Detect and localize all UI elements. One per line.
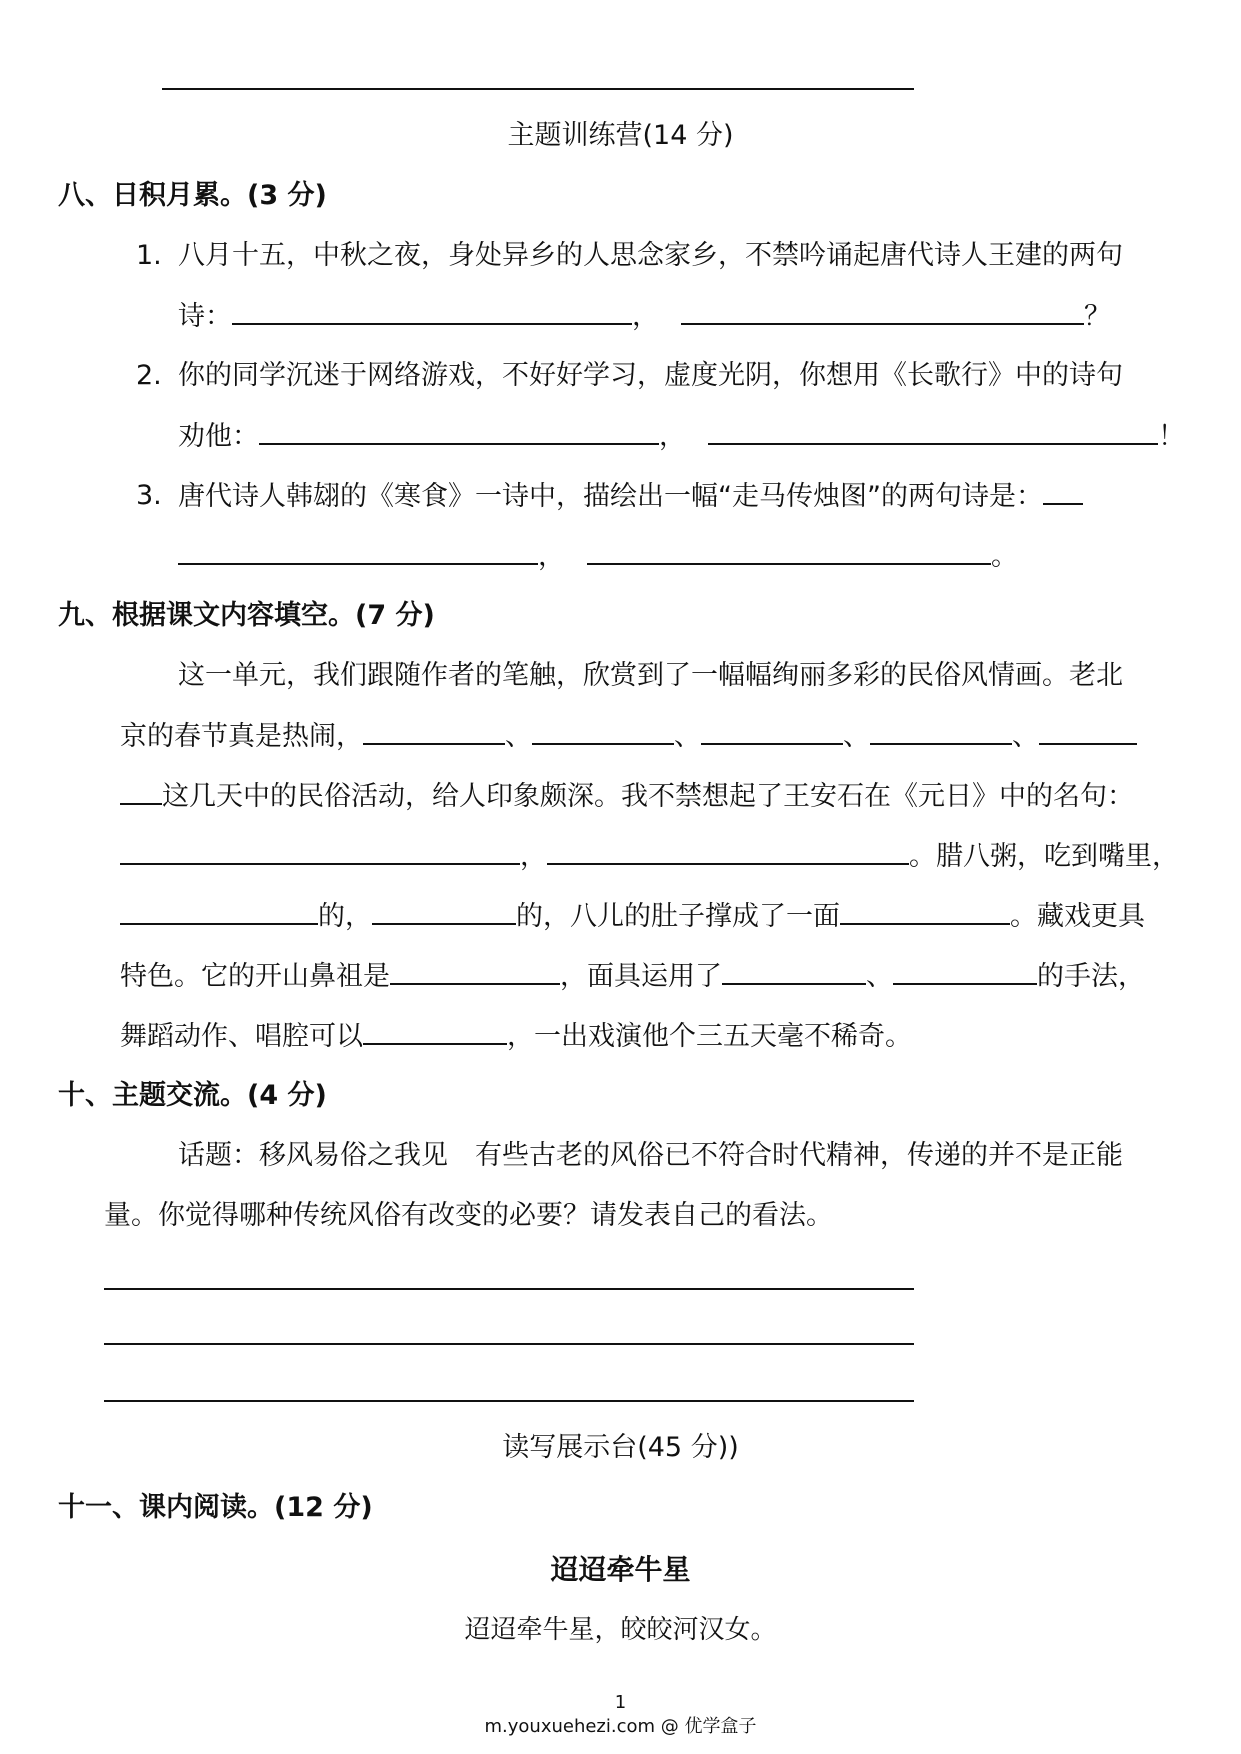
q9-blank-4[interactable] <box>870 718 1012 745</box>
q9-dun-4: 、 <box>1012 721 1039 752</box>
q9-text-labazhou: 。腊八粥，吃到嘴里， <box>909 841 1179 872</box>
q10-line-1: 话题：移风易俗之我见 有些古老的风俗已不符合时代精神，传递的并不是正能 <box>178 1140 1123 1171</box>
footer-site[interactable]: m.youxuehezi.com @ 优学盒子 <box>484 1716 757 1737</box>
q8-item-1-blank-2[interactable] <box>681 298 1084 325</box>
q9-blank-2[interactable] <box>532 718 674 745</box>
q8-item-2-end: ！ <box>1158 421 1185 452</box>
q8-item-1-blank-1[interactable] <box>232 298 632 325</box>
q9-dun-3: 、 <box>843 721 870 752</box>
q8-item-2-number: 2. <box>136 360 162 391</box>
q11-heading: 十一、课内阅读。(12 分) <box>58 1492 373 1523</box>
q9-blank-3[interactable] <box>701 718 843 745</box>
q8-item-1-text: 八月十五，中秋之夜，身处异乡的人思念家乡，不禁吟诵起唐代诗人王建的两句 <box>178 240 1123 271</box>
q8-item-2-prefix: 劝他： <box>178 421 259 452</box>
q10-answer-line-1[interactable] <box>104 1288 914 1290</box>
q9-blank-9[interactable] <box>372 898 516 925</box>
answer-line-top <box>162 88 914 90</box>
q8-item-1-end: ？ <box>1084 301 1111 332</box>
q10-line-2: 量。你觉得哪种传统风俗有改变的必要？请发表自己的看法。 <box>104 1200 833 1231</box>
q10-answer-line-2[interactable] <box>104 1343 914 1345</box>
q8-item-1-number: 1. <box>136 240 162 271</box>
q9-line-6 <box>120 958 1145 994</box>
q9-blank-13[interactable] <box>893 958 1037 985</box>
page-number: 1 <box>614 1692 627 1713</box>
q8-item-2-text: 你的同学沉迷于网络游戏，不好好学习，虚度光阴，你想用《长歌行》中的诗句 <box>178 360 1123 391</box>
q9-blank-1[interactable] <box>363 718 505 745</box>
q8-item-3-line1: 唐代诗人韩翃的《寒食》一诗中，描绘出一幅“走马传烛图”的两句诗是： <box>178 481 1043 512</box>
q8-item-3-number: 3. <box>136 480 162 511</box>
q10-answer-line-3[interactable] <box>104 1400 914 1402</box>
q9-heading: 九、根据课文内容填空。(7 分) <box>58 600 435 631</box>
q9-blank-11[interactable] <box>390 958 560 985</box>
q9-text-spring: 京的春节真是热闹， <box>120 721 363 752</box>
poem-title: 迢迢牵牛星 <box>550 1553 691 1586</box>
q8-item-3-blank-0[interactable] <box>1043 478 1083 505</box>
q8-item-3-text <box>178 478 1083 514</box>
q9-comma: ， <box>520 841 547 872</box>
q9-text-dance: 舞蹈动作、唱腔可以 <box>120 1021 363 1052</box>
q9-text-drum: 的，八儿的肚子撑成了一面 <box>516 901 840 932</box>
q10-heading: 十、主题交流。(4 分) <box>58 1080 327 1111</box>
q9-line-7 <box>120 1018 912 1054</box>
q8-item-3-sep: ， <box>538 541 565 572</box>
q8-item-1-answer-row <box>178 298 1111 334</box>
q8-item-3-end: 。 <box>991 541 1018 572</box>
q9-line-4 <box>120 838 1179 874</box>
q9-blank-12[interactable] <box>722 958 866 985</box>
q8-item-3-answer-row <box>178 538 1018 574</box>
poem-line-1: 迢迢牵牛星，皎皎河汉女。 <box>464 1615 777 1645</box>
q8-heading: 八、日积月累。(3 分) <box>58 180 327 211</box>
q9-line-2 <box>120 718 1137 754</box>
q9-blank-5-cont[interactable] <box>120 778 162 805</box>
q8-item-3-blank-1[interactable] <box>178 538 538 565</box>
q9-text-play: ，一出戏演他个三五天毫不稀奇。 <box>507 1021 912 1052</box>
q9-dun-2: 、 <box>674 721 701 752</box>
q8-item-3-blank-2[interactable] <box>587 538 991 565</box>
q8-item-2-blank-2[interactable] <box>708 418 1158 445</box>
section-title-camp: 主题训练营(14 分) <box>507 120 734 151</box>
section-title-read: 读写展示台(45 分)) <box>502 1432 739 1463</box>
q9-text-technique: 的手法， <box>1037 961 1145 992</box>
q9-text-de-1: 的， <box>318 901 372 932</box>
q9-dun-1: 、 <box>505 721 532 752</box>
q9-dun-5: 、 <box>866 961 893 992</box>
q9-line-5 <box>120 898 1145 934</box>
q9-line-3 <box>120 778 1134 814</box>
q9-text-zangxi: 。藏戏更具 <box>1010 901 1145 932</box>
q9-text-founder: 特色。它的开山鼻祖是 <box>120 961 390 992</box>
q9-blank-8[interactable] <box>120 898 318 925</box>
q8-item-2-blank-1[interactable] <box>259 418 659 445</box>
q9-text-mask: ，面具运用了 <box>560 961 722 992</box>
q9-blank-14[interactable] <box>363 1018 507 1045</box>
q9-blank-10[interactable] <box>840 898 1010 925</box>
q9-text-yuanri: 这几天中的民俗活动，给人印象颇深。我不禁想起了王安石在《元日》中的名句： <box>162 781 1134 812</box>
q8-item-1-prefix: 诗： <box>178 301 232 332</box>
q8-item-2-sep: ， <box>659 421 686 452</box>
q9-blank-6[interactable] <box>120 838 520 865</box>
q8-item-2-answer-row <box>178 418 1185 454</box>
q9-blank-7[interactable] <box>547 838 909 865</box>
q8-item-1-sep: ， <box>632 301 659 332</box>
q9-blank-5[interactable] <box>1039 718 1137 745</box>
q9-line-1: 这一单元，我们跟随作者的笔触，欣赏到了一幅幅绚丽多彩的民俗风情画。老北 <box>178 660 1123 691</box>
